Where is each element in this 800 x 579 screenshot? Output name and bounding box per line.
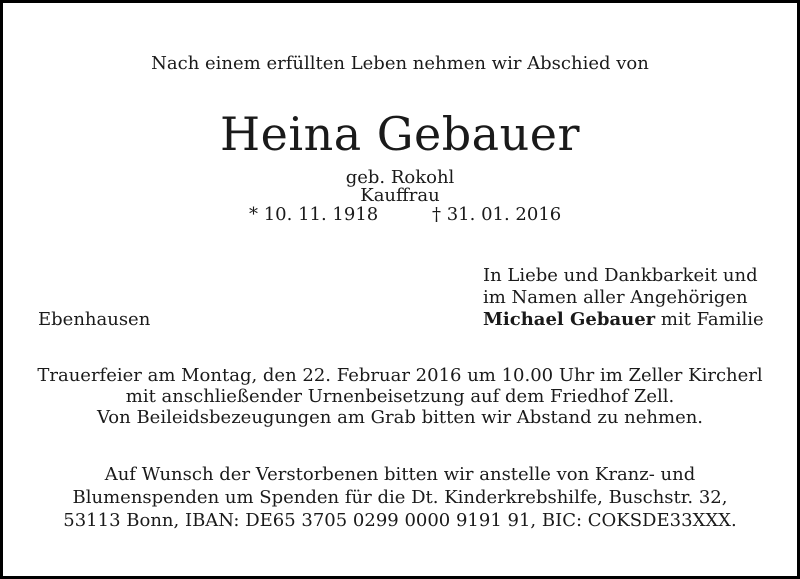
death-date: † 31. 01. 2016 <box>432 204 562 225</box>
place: Ebenhausen <box>38 309 151 330</box>
donation-line-2: Blumenspenden um Spenden für die Dt. Kinderkrebshilfe, Buschstr. 32, <box>72 487 728 508</box>
intro-text: Nach einem erfüllten Leben nehmen wir Abschied von <box>151 53 649 74</box>
donation-block <box>3 463 797 532</box>
mourners-block <box>483 265 764 331</box>
deceased-name: Heina Gebauer <box>220 107 580 161</box>
donation-line-1: Auf Wunsch der Verstorbenen bitten wir anstelle von Kranz- und <box>104 464 696 485</box>
signer-suffix: mit Familie <box>655 309 764 330</box>
mourners-line-1: In Liebe und Dankbarkeit und <box>483 265 758 286</box>
signer-name: Michael Gebauer <box>483 309 656 330</box>
donation-line-3: 53113 Bonn, IBAN: DE65 3705 0299 0000 9191 91, BIC: COKSDE33XXX. <box>63 510 737 531</box>
service-line-3: Von Beileidsbezeugungen am Grab bitten wir Abstand zu nehmen. <box>96 407 704 428</box>
service-line-1: Trauerfeier am Montag, den 22. Februar 2016 um 10.00 Uhr im Zeller Kircherl <box>37 365 763 386</box>
mourners-line-2: im Namen aller Angehörigen <box>483 287 748 308</box>
birth-date: * 10. 11. 1918 <box>249 204 379 225</box>
occupation: Kauffrau <box>360 185 440 206</box>
birth-name: geb. Rokohl <box>345 167 455 188</box>
mourners-line-3 <box>483 309 764 331</box>
service-block <box>3 365 797 428</box>
service-line-2: mit anschließender Urnenbeisetzung auf dem Friedhof Zell. <box>125 386 675 407</box>
